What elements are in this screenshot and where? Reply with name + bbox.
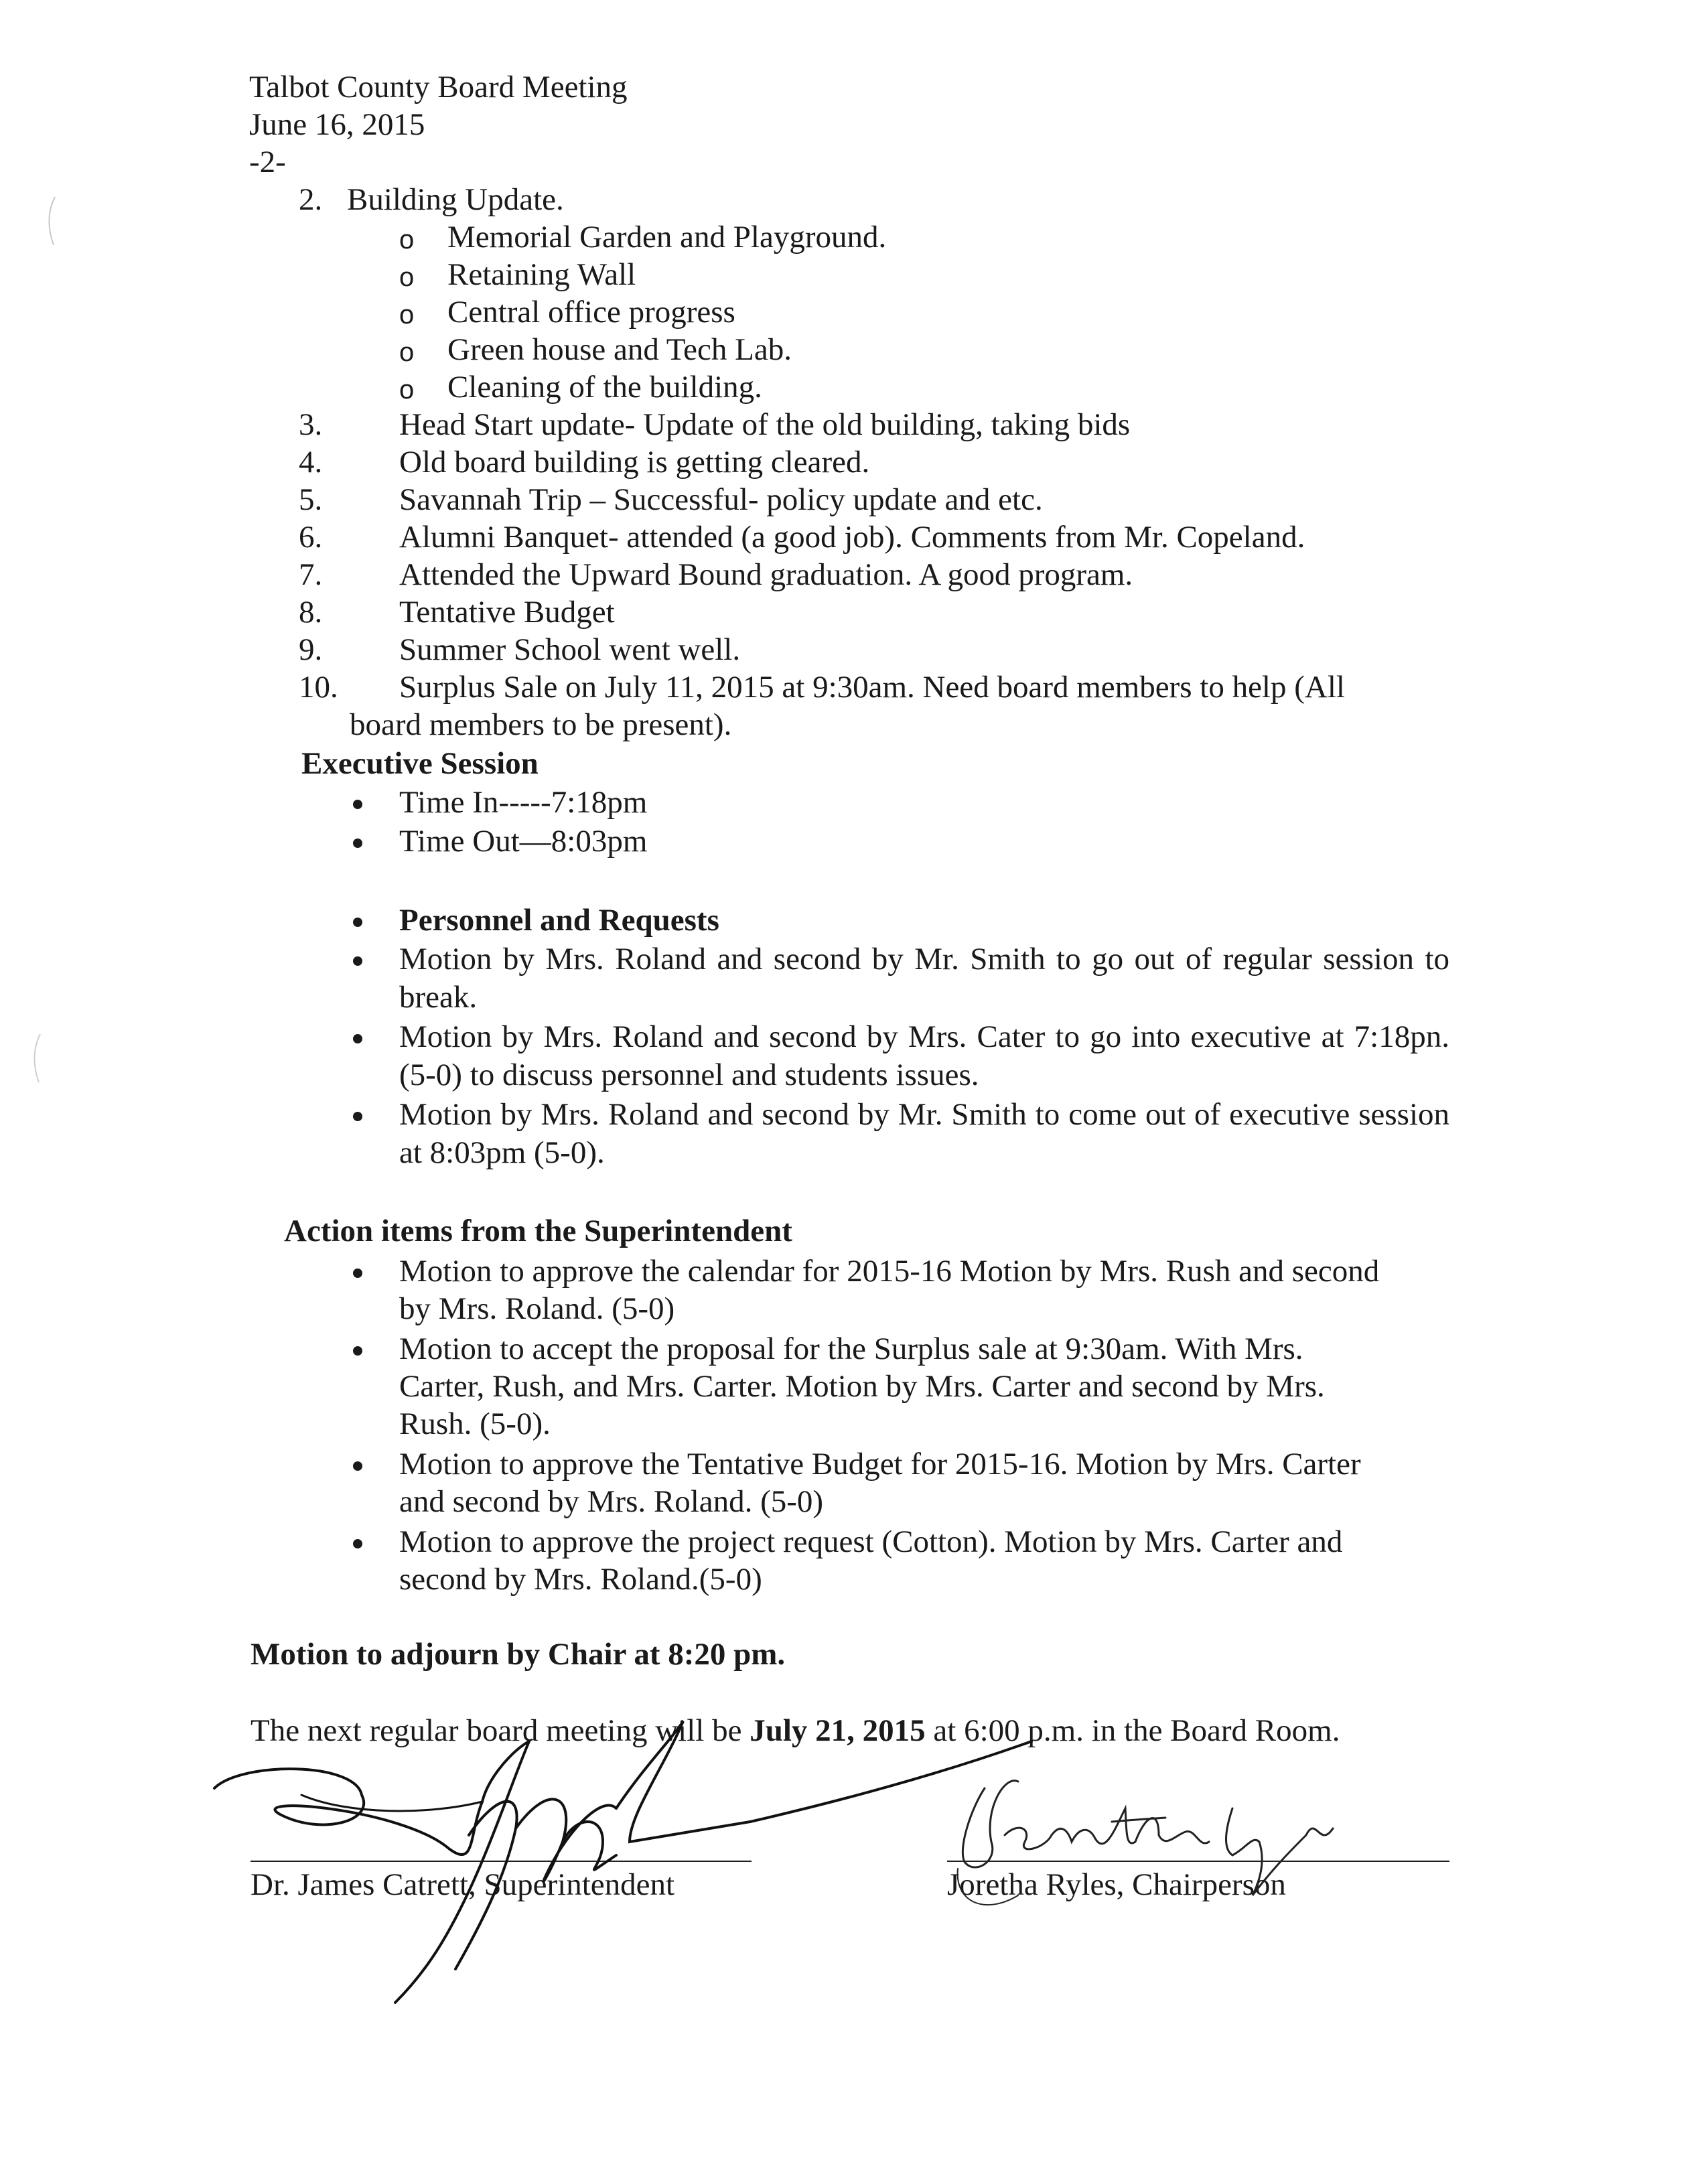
bullet-icon (353, 1034, 362, 1043)
sublist-item: Memorial Garden and Playground. (447, 220, 887, 255)
list-item: Alumni Banquet- attended (a good job). Comments from Mr. Copeland. (399, 520, 1305, 555)
hollow-bullet: o (399, 375, 415, 405)
chairperson-name: Joretha Ryles, Chairperson (947, 1867, 1286, 1902)
list-item: Savannah Trip – Successful- policy update and etc. (399, 482, 1043, 517)
action-item-line: second by Mrs. Roland.(5-0) (399, 1562, 762, 1597)
bullet-icon (353, 800, 362, 809)
action-item-line: Motion to approve the project request (Cotton). Motion by Mrs. Carter and (399, 1524, 1343, 1559)
item-number: 10. (299, 670, 338, 705)
item-number: 5. (299, 482, 323, 517)
bullet-icon (353, 1539, 362, 1548)
hollow-bullet: o (399, 263, 415, 292)
item-number: 6. (299, 520, 323, 555)
action-item-line: Motion to accept the proposal for the Surplus sale at 9:30am. With Mrs. (399, 1331, 1303, 1366)
adjourn-text: Motion to adjourn by Chair at 8:20 pm. (251, 1637, 786, 1672)
superintendent-signature (201, 1701, 1038, 2009)
hollow-bullet: o (399, 225, 415, 255)
item-number: 4. (299, 445, 323, 480)
motion-text: Motion by Mrs. Roland and second by Mr. Smith to come out of executive session at 8:03pm (5-0). (399, 1097, 1449, 1170)
item-number: 2. (299, 182, 323, 217)
action-item-line: by Mrs. Roland. (5-0) (399, 1291, 675, 1326)
scan-margin-mark (40, 194, 60, 248)
item-number: 9. (299, 632, 323, 667)
sublist-item: Central office progress (447, 295, 735, 330)
list-item: Tentative Budget (399, 595, 615, 630)
sublist-item: Green house and Tech Lab. (447, 332, 792, 367)
action-item-line: Carter, Rush, and Mrs. Carter. Motion by Mrs. Carter and second by Mrs. (399, 1369, 1325, 1404)
time-out: Time Out—8:03pm (399, 824, 648, 859)
bullet-icon (353, 1346, 362, 1356)
header-page-number: -2- (249, 145, 286, 179)
item-number: 3. (299, 407, 323, 442)
action-item-line: Motion to approve the calendar for 2015-16 Motion by Mrs. Rush and second (399, 1254, 1380, 1289)
list-item: Attended the Upward Bound graduation. A good program. (399, 557, 1133, 592)
executive-session-heading: Executive Session (301, 746, 539, 781)
next-meeting-suffix: at 6:00 p.m. in the Board Room. (925, 1713, 1340, 1748)
chairperson-signature (944, 1768, 1346, 1929)
motion-text: Motion by Mrs. Roland and second by Mrs. Cater to go into executive at 7:18pn. (5-0) to discuss personnel and students issues. (399, 1019, 1449, 1092)
sublist-item: Cleaning of the building. (447, 370, 762, 405)
bullet-icon (353, 839, 362, 848)
item-number: 8. (299, 595, 323, 630)
motion-text: Motion by Mrs. Roland and second by Mr. Smith to go out of regular session to break. (399, 942, 1449, 1015)
scan-margin-mark (25, 1031, 46, 1085)
list-item: Surplus Sale on July 11, 2015 at 9:30am. Need board members to help (All (399, 670, 1345, 705)
action-items-heading: Action items from the Superintendent (284, 1214, 792, 1248)
header-org: Talbot County Board Meeting (249, 70, 628, 104)
list-item: Summer School went well. (399, 632, 741, 667)
header-date: June 16, 2015 (249, 107, 425, 142)
bullet-icon (353, 956, 362, 966)
hollow-bullet: o (399, 300, 415, 330)
item-number: 7. (299, 557, 323, 592)
action-item-line: Motion to approve the Tentative Budget for 2015-16. Motion by Mrs. Carter (399, 1447, 1361, 1481)
building-update-title: Building Update. (347, 182, 564, 217)
action-item-line: Rush. (5-0). (399, 1406, 551, 1441)
bullet-icon (353, 1269, 362, 1278)
sublist-item: Retaining Wall (447, 257, 636, 292)
list-item: Old board building is getting cleared. (399, 445, 870, 480)
next-meeting-prefix: The next regular board meeting will be (251, 1713, 750, 1748)
list-item-continuation: board members to be present). (350, 707, 732, 742)
action-item-line: and second by Mrs. Roland. (5-0) (399, 1484, 824, 1519)
bullet-icon (353, 1112, 362, 1121)
superintendent-name: Dr. James Catrett, Superintendent (251, 1867, 675, 1902)
next-meeting-date: July 21, 2015 (750, 1713, 926, 1748)
hollow-bullet: o (399, 338, 415, 367)
list-item: Head Start update- Update of the old building, taking bids (399, 407, 1131, 442)
bullet-icon (353, 918, 362, 927)
bullet-icon (353, 1461, 362, 1471)
personnel-heading: Personnel and Requests (399, 903, 719, 938)
time-in: Time In-----7:18pm (399, 785, 648, 820)
